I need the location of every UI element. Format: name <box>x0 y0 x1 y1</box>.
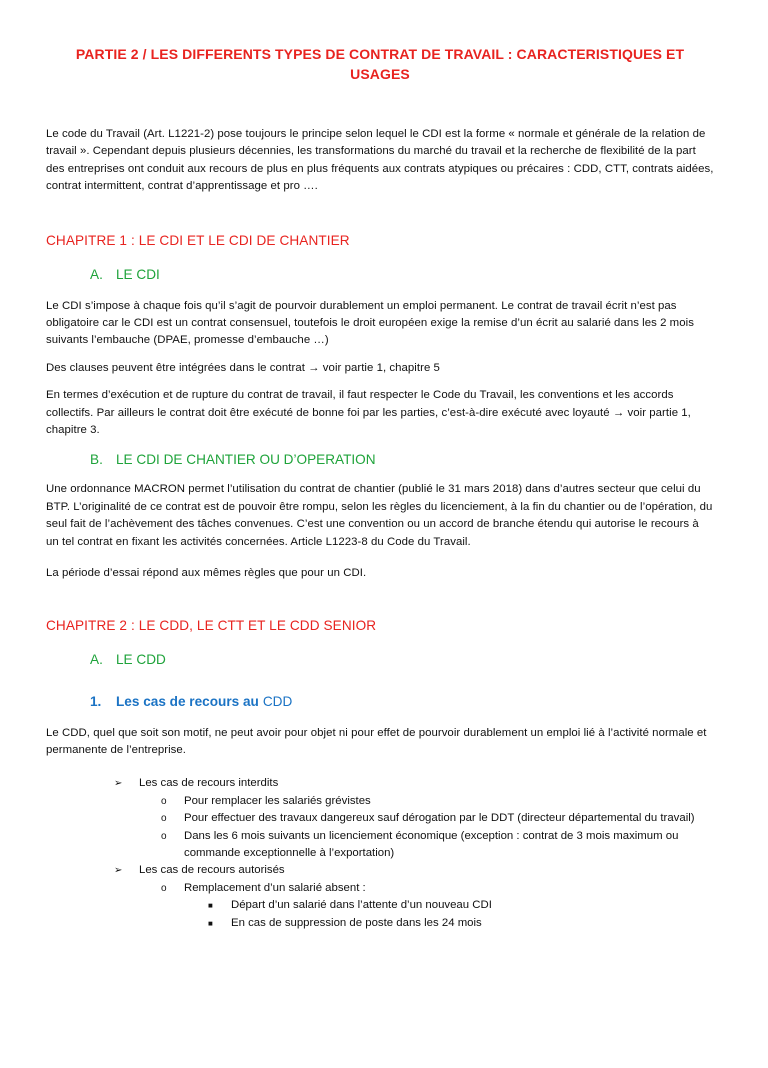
chantier-paragraph-2: La période d’essai répond aux mêmes règles que pour un CDI. <box>46 567 367 580</box>
section-letter: B. <box>90 452 103 468</box>
section-a-cdd-heading <box>90 651 714 669</box>
list-item <box>46 828 714 863</box>
sub-list <box>139 880 714 932</box>
section-title: LE CDD <box>116 651 166 667</box>
section-title: LE CDI DE CHANTIER OU D’OPERATION <box>116 452 376 468</box>
intro-paragraph: Le code du Travail (Art. L1221-2) pose toujours le principe selon lequel le CDI est la forme « normale et générale de la relation de travail ». Cependant depuis plusieurs décennies, les transformations du marché du travail et la recherche de flexibilité de la part des entreprises ont conduit aux recours de plus en plus fréquents aux contrats atypiques ou précaires : CDD, CTT, contrats aidées, contrat intermittent, contrat d’apprentissage et pro …. <box>46 128 714 193</box>
list-item <box>46 810 714 827</box>
subsection-1-heading <box>90 693 714 711</box>
section-letter: A. <box>90 651 103 667</box>
list-item <box>46 880 714 932</box>
list-item <box>46 775 714 862</box>
chapter-2-heading: CHAPITRE 2 : LE CDD, LE CTT ET LE CDD SENIOR <box>46 617 377 633</box>
cdi-paragraph-1: Le CDI s’impose à chaque fois qu’il s’agit de pourvoir durablement un emploi permanent. Le contrat de travail écrit n’est pas obligatoire car le CDI est un contrat consensuel, toutefois le droit européen exige la remise d’un écrit au salarié dans les 2 mois suivants l’embauche (DPAE, promesse d’embauche …) <box>46 299 694 347</box>
list-item <box>46 862 714 932</box>
list-item-label: Pour effectuer des travaux dangereux sauf dérogation par le DDT (directeur départemental du travail) <box>184 812 695 825</box>
recours-list <box>46 775 714 932</box>
circle-bullet-icon: o <box>161 795 167 807</box>
arrow-bullet-icon: ➢ <box>114 778 123 790</box>
list-item <box>46 793 714 810</box>
section-a-heading <box>90 266 714 284</box>
list-item-label: Dans les 6 mois suivants un licenciement économique (exception : contrat de 3 mois maximum ou commande exceptionnelle à l’exportation) <box>184 829 679 859</box>
section-b-heading <box>90 451 714 469</box>
subsection-title-tail: CDD <box>262 693 293 709</box>
arrow-bullet-icon: ➢ <box>114 865 123 877</box>
square-bullet-icon: ■ <box>208 918 213 928</box>
cdd-paragraph-1: Le CDD, quel que soit son motif, ne peut avoir pour objet ni pour effet de pourvoir durablement un emploi lié à l’activité normale et permanente de l’entreprise. <box>46 726 707 756</box>
circle-bullet-icon: o <box>161 813 167 825</box>
cdi-paragraph-3: En termes d’exécution et de rupture du contrat de travail, il faut respecter le Code du Travail, les conventions et les accords collectifs. Par ailleurs le contrat doit être exécuté de bonne foi par les parties, c’est-à-dire exécuté avec loyauté → voir partie 1, chapitre 3. <box>46 389 691 437</box>
sub-list <box>139 793 714 863</box>
circle-bullet-icon: o <box>161 882 167 894</box>
list-item-label: Les cas de recours interdits <box>139 777 279 790</box>
list-item-label: Pour remplacer les salariés grévistes <box>184 794 371 807</box>
sub-sub-list <box>184 897 714 932</box>
document-title: PARTIE 2 / LES DIFFERENTS TYPES DE CONTRAT DE TRAVAIL : CARACTERISTIQUES ET USAGES <box>75 46 685 82</box>
list-item-label: Les cas de recours autorisés <box>139 864 285 877</box>
subsection-number: 1. <box>90 693 102 709</box>
list-item-label: En cas de suppression de poste dans les 24 mois <box>231 916 482 929</box>
chapter-1-heading: CHAPITRE 1 : LE CDI ET LE CDI DE CHANTIER <box>46 232 350 248</box>
square-bullet-icon: ■ <box>208 901 213 911</box>
list-item <box>46 897 714 914</box>
cdi-paragraph-2: Des clauses peuvent être intégrées dans le contrat → voir partie 1, chapitre 5 <box>46 361 440 374</box>
list-item <box>46 915 714 932</box>
list-item-label: Remplacement d’un salarié absent : <box>184 881 366 894</box>
chantier-paragraph-1: Une ordonnance MACRON permet l’utilisation du contrat de chantier (publié le 31 mars 2018) dans d’autres secteur que celui du BTP. L’originalité de ce contrat est de pouvoir être rompu, selon les règles du licenciement, à la fin du chantier ou de l’opération, du seul fait de l’achèvement des tâches convenues. C’est une convention ou un accord de branche étendu qui autorise le recours à un tel contrat en fixant les activités concernées. Article L1223-8 du Code du Travail. <box>46 483 713 548</box>
list-item-label: Départ d’un salarié dans l’attente d’un nouveau CDI <box>231 899 492 912</box>
subsection-title: Les cas de recours au <box>116 693 259 709</box>
section-letter: A. <box>90 266 103 282</box>
document-page <box>0 44 768 1068</box>
circle-bullet-icon: o <box>161 830 167 842</box>
section-title: LE CDI <box>116 266 160 282</box>
